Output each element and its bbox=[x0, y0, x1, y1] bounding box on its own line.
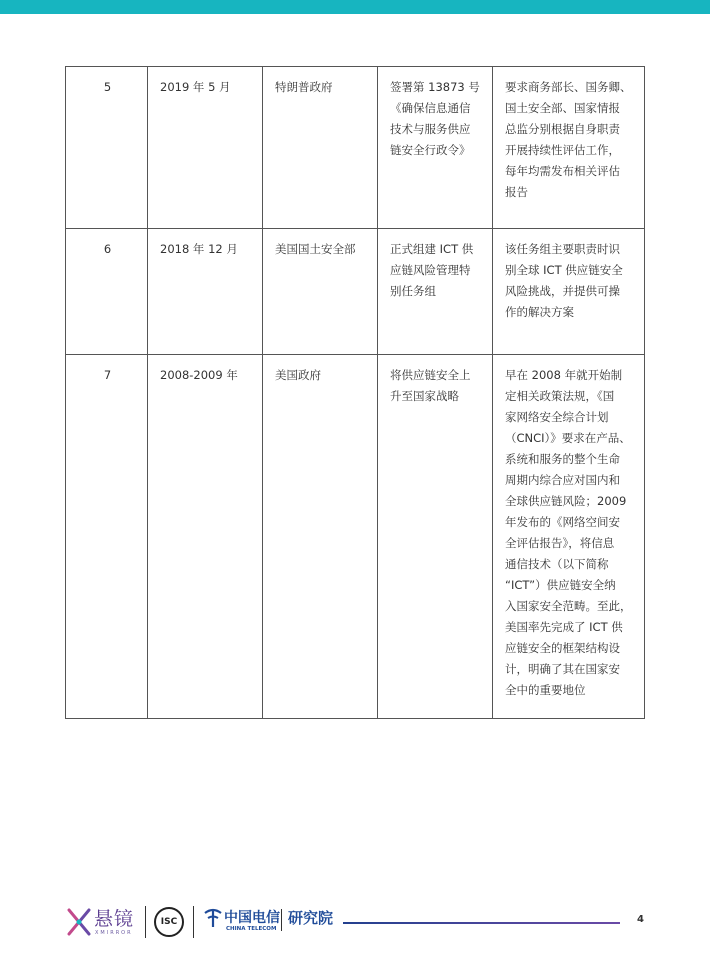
action-line: 正式组建 ICT 供 bbox=[390, 242, 474, 256]
row-actor: 特朗普政府 bbox=[263, 67, 378, 229]
row-date: 2018 年 12 月 bbox=[148, 229, 263, 355]
xmirror-logo-subtext: XMIRROR bbox=[95, 930, 133, 936]
row-actor: 美国政府 bbox=[263, 355, 378, 719]
action-line: 签署第 13873 号 bbox=[390, 80, 480, 94]
action-line: 技术与服务供应 bbox=[390, 122, 471, 136]
detail-line: 全评估报告》，将信息 bbox=[505, 536, 615, 550]
isc-logo: ISC bbox=[154, 907, 184, 937]
research-institute-text: 研究院 bbox=[288, 909, 334, 927]
detail-line: 年发布的《网络空间安 bbox=[505, 515, 620, 529]
top-accent-bar bbox=[0, 0, 710, 14]
row-number: 7 bbox=[66, 355, 148, 719]
row-detail bbox=[493, 67, 645, 229]
table-row bbox=[66, 67, 645, 229]
detail-line: 报告 bbox=[505, 185, 528, 199]
detail-line: 全球供应链风险；2009 bbox=[505, 494, 627, 508]
detail-line: 周期内综合应对国内和 bbox=[505, 473, 620, 487]
detail-line: 应链安全的框架结构设 bbox=[505, 641, 620, 655]
detail-line: 家网络安全综合计划 bbox=[505, 410, 609, 424]
detail-line: 定相关政策法规，《国 bbox=[505, 389, 615, 403]
detail-line: 作的解决方案 bbox=[505, 305, 574, 319]
detail-line: 别全球 ICT 供应链安全 bbox=[505, 263, 623, 277]
detail-line: 入国家安全范畴。至此， bbox=[505, 599, 632, 613]
detail-line: 通信技术（以下简称 bbox=[505, 557, 609, 571]
detail-line: 美国率先完成了 ICT 供 bbox=[505, 620, 623, 634]
detail-line: 总监分别根据自身职责 bbox=[505, 122, 620, 136]
footer-divider bbox=[145, 906, 146, 938]
detail-line: 计，明确了其在国家安 bbox=[505, 662, 620, 676]
china-telecom-logo-en: CHINA TELECOM bbox=[226, 926, 277, 932]
row-date: 2019 年 5 月 bbox=[148, 67, 263, 229]
page-footer bbox=[0, 898, 710, 948]
action-line: 别任务组 bbox=[390, 284, 436, 298]
row-action bbox=[378, 355, 493, 719]
china-telecom-logo-text: 中国电信 bbox=[224, 910, 280, 926]
detail-line: 系统和服务的整个生命 bbox=[505, 452, 620, 466]
row-number: 6 bbox=[66, 229, 148, 355]
xmirror-logo-icon bbox=[66, 907, 92, 937]
footer-divider bbox=[281, 909, 282, 931]
action-line: 将供应链安全上 bbox=[390, 368, 471, 382]
table-row bbox=[66, 229, 645, 355]
row-number: 5 bbox=[66, 67, 148, 229]
detail-line: “ICT”）供应链安全纳 bbox=[505, 578, 616, 592]
table-row bbox=[66, 355, 645, 719]
detail-line: 全中的重要地位 bbox=[505, 683, 586, 697]
page-number: 4 bbox=[637, 914, 644, 925]
action-line: 《确保信息通信 bbox=[390, 101, 471, 115]
detail-line: （CNCI）》要求在产品、 bbox=[505, 431, 631, 445]
footer-divider bbox=[193, 906, 194, 938]
detail-line: 国土安全部、国家情报 bbox=[505, 101, 620, 115]
row-date: 2008-2009 年 bbox=[148, 355, 263, 719]
row-detail bbox=[493, 229, 645, 355]
detail-line: 开展持续性评估工作， bbox=[505, 143, 620, 157]
action-line: 应链风险管理特 bbox=[390, 263, 471, 277]
row-action bbox=[378, 67, 493, 229]
row-actor: 美国国土安全部 bbox=[263, 229, 378, 355]
footer-rule bbox=[343, 922, 620, 924]
detail-line: 风险挑战，并提供可操 bbox=[505, 284, 620, 298]
detail-line: 要求商务部长、国务卿、 bbox=[505, 80, 632, 94]
action-line: 链安全行政令》 bbox=[390, 143, 471, 157]
supply-chain-policy-table bbox=[65, 66, 645, 719]
row-detail bbox=[493, 355, 645, 719]
detail-line: 每年均需发布相关评估 bbox=[505, 164, 620, 178]
row-action bbox=[378, 229, 493, 355]
china-telecom-logo-icon bbox=[203, 907, 223, 929]
action-line: 升至国家战略 bbox=[390, 389, 459, 403]
xmirror-logo-text: 悬镜 bbox=[94, 908, 135, 930]
detail-line: 该任务组主要职责时识 bbox=[505, 242, 620, 256]
detail-line: 早在 2008 年就开始制 bbox=[505, 368, 623, 382]
